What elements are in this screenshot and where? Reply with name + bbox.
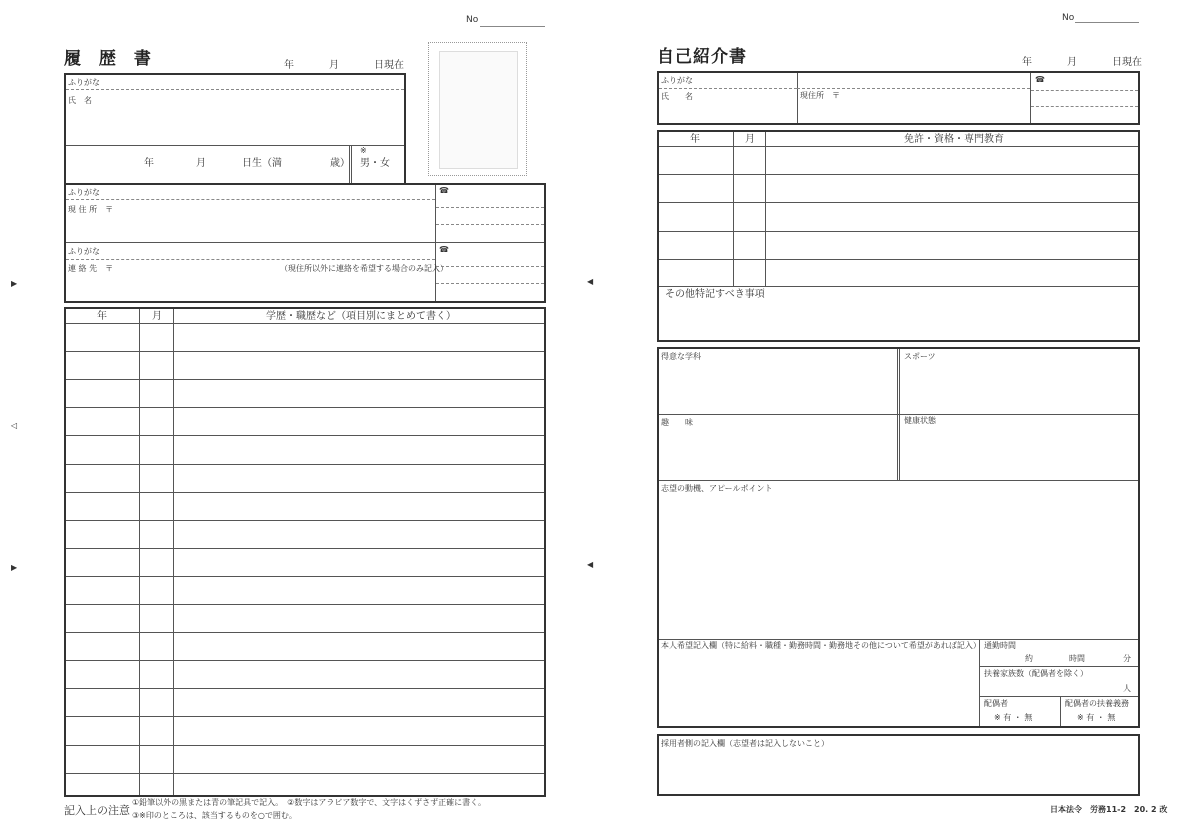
contact-furigana-divider (66, 259, 435, 260)
address-furigana-line (797, 88, 1030, 89)
resume-no-label: No (466, 15, 479, 25)
history-row-line (66, 548, 544, 549)
motivation-field[interactable] (661, 497, 1136, 637)
motivation-label: 志望の動機、アピールポイント (661, 484, 773, 493)
dependents-divider (979, 696, 1138, 697)
history-row-line (66, 604, 544, 605)
spouse-support-label: 配偶者の扶養義務 (1065, 699, 1129, 708)
history-col-month: 月 (152, 311, 162, 322)
commute-approx: 約 (1025, 654, 1033, 663)
request-col-divider (979, 639, 980, 726)
sports-label: スポーツ (904, 352, 936, 361)
fold-marker-icon: ◀ (587, 560, 594, 569)
phone-line-2 (436, 224, 544, 225)
profile-row-divider-3 (659, 639, 1138, 640)
spouse-label: 配偶者 (984, 699, 1008, 708)
birth-year-label: 年 (144, 158, 154, 169)
name-label: 氏 名 (68, 96, 92, 105)
commute-divider (979, 666, 1138, 667)
birth-suffix-label: 日生（満 (242, 158, 282, 169)
address-furigana-label: ふりがな (68, 188, 100, 197)
commute-label: 通勤時間 (984, 641, 1016, 650)
employer-block (657, 734, 1140, 796)
note-1: ①鉛筆以外の黒または青の筆記具で記入。 ②数字はアラビア数字で、文字はくずさず正確に書く。 (132, 798, 487, 807)
fold-marker-icon: ◀ (587, 277, 594, 286)
profile-row-divider-2 (659, 480, 1138, 481)
gender-options[interactable]: 男・女 (360, 158, 390, 169)
phone-line-4 (436, 283, 544, 284)
license-row-line (659, 202, 1138, 203)
birth-month-label: 月 (196, 158, 206, 169)
phone-column-divider (1030, 73, 1031, 123)
selfintro-phone-icon: ☎ (1035, 75, 1045, 84)
history-row-line (66, 745, 544, 746)
commute-hours: 時間 (1069, 654, 1085, 663)
license-col-divider-2 (765, 132, 766, 286)
selfintro-date-year: 年 (1022, 57, 1032, 68)
license-col-month: 月 (745, 134, 755, 145)
fold-marker-icon: ▶ (11, 563, 18, 572)
history-row-line (66, 716, 544, 717)
selfintro-date-suffix: 日現在 (1112, 57, 1142, 68)
history-col-divider-2 (173, 309, 174, 795)
history-row-line (66, 379, 544, 380)
history-row-line (66, 351, 544, 352)
resume-title: 履 歴 書 (64, 49, 157, 69)
history-row-line (66, 492, 544, 493)
history-row-line (66, 464, 544, 465)
history-row-line (66, 576, 544, 577)
other-notes-field[interactable] (661, 302, 1136, 338)
dependents-unit: 人 (1123, 684, 1131, 693)
phone-line-1 (436, 207, 544, 208)
resume-date-year: 年 (284, 60, 294, 71)
profile-block (657, 347, 1140, 728)
history-row-line (66, 660, 544, 661)
photo-frame (439, 51, 518, 169)
history-row-line (66, 435, 544, 436)
phone-icon-2: ☎ (439, 245, 449, 254)
phone-icon: ☎ (439, 186, 449, 195)
address-furigana-divider (66, 199, 435, 200)
photo-area[interactable] (428, 42, 527, 176)
resume-date-month: 月 (329, 60, 339, 71)
history-row-line (66, 323, 544, 324)
dependents-label: 扶養家族数（配偶者を除く） (984, 669, 1088, 678)
selfintro-phone-line-2 (1031, 106, 1138, 107)
selfintro-name-label: 氏 名 (661, 92, 693, 101)
selfintro-phone-line-1 (1031, 90, 1138, 91)
license-table (657, 130, 1140, 342)
resume-date-suffix: 日現在 (374, 60, 404, 71)
license-col-divider-1 (733, 132, 734, 286)
history-col-content: 学歴・職歴など（項目別にまとめて書く） (266, 311, 456, 322)
license-row-line (659, 286, 1138, 287)
license-row-line (659, 231, 1138, 232)
history-row-line (66, 773, 544, 774)
spouse-value[interactable]: ※ 有 ・ 無 (994, 713, 1033, 722)
history-col-year: 年 (97, 311, 107, 322)
name-address-divider (797, 73, 798, 123)
license-row-line (659, 146, 1138, 147)
hobby-label: 趣 味 (661, 418, 693, 427)
name-furigana-label: ふりがな (68, 78, 100, 87)
license-row-line (659, 174, 1138, 175)
notes-title: 記入上の注意 (64, 804, 130, 817)
history-row-line (66, 520, 544, 521)
subject-label: 得意な学科 (661, 352, 701, 361)
center-marker-icon: ◁ (11, 421, 18, 430)
history-table (64, 307, 546, 797)
age-suffix-label: 歳） (330, 158, 350, 169)
history-row-line (66, 688, 544, 689)
furigana-divider (66, 89, 404, 90)
contact-furigana-label: ふりがな (68, 247, 100, 256)
fold-marker-icon: ▶ (11, 279, 18, 288)
address-divider (66, 242, 544, 243)
name-field[interactable] (106, 91, 401, 143)
profile-row-divider-1 (659, 414, 1138, 415)
selfintro-furigana-divider (659, 88, 797, 89)
name-divider (66, 145, 404, 146)
history-row-line (66, 632, 544, 633)
other-notes-label: その他特記すべき事項 (665, 289, 765, 300)
license-col-content: 免許・資格・専門教育 (904, 134, 1004, 145)
license-row-line (659, 259, 1138, 260)
spouse-support-value[interactable]: ※ 有 ・ 無 (1077, 713, 1116, 722)
spouse-col-divider (1060, 696, 1061, 726)
request-label: 本人希望記入欄（特に給料・職種・勤務時間・勤務地その他について希望があれば記入） (661, 641, 981, 650)
note-2: ③※印のところは、該当するものを○で囲む。 (132, 811, 297, 820)
employer-label: 採用者側の記入欄（志望者は記入しないこと） (661, 739, 829, 748)
address-label: 現 住 所 〒 (68, 205, 114, 214)
selfintro-date-month: 月 (1067, 57, 1077, 68)
history-col-divider-1 (139, 309, 140, 795)
gender-divider (349, 145, 352, 183)
selfintro-no-line (1075, 22, 1139, 23)
selfintro-furigana-label: ふりがな (661, 76, 693, 85)
selfintro-no-label: No (1062, 13, 1075, 23)
selfintro-name-block (657, 71, 1140, 125)
license-col-year: 年 (690, 134, 700, 145)
history-row-line (66, 407, 544, 408)
phone-line-3 (436, 266, 544, 267)
commute-minutes: 分 (1123, 654, 1131, 663)
contact-label: 連 絡 先 〒 (68, 264, 114, 273)
address-block (64, 183, 546, 303)
health-label: 健康状態 (904, 416, 936, 425)
contact-note: （現住所以外に連絡を希望する場合のみ記入） (280, 264, 448, 273)
name-block (64, 73, 406, 185)
footer-publisher: 日本法令 労務11-2 20. 2 改 (1050, 805, 1168, 814)
selfintro-title: 自己紹介書 (657, 47, 747, 67)
resume-no-line (480, 26, 545, 27)
selfintro-address-label: 現住所 〒 (800, 91, 840, 100)
gender-note-mark: ※ (360, 146, 367, 155)
